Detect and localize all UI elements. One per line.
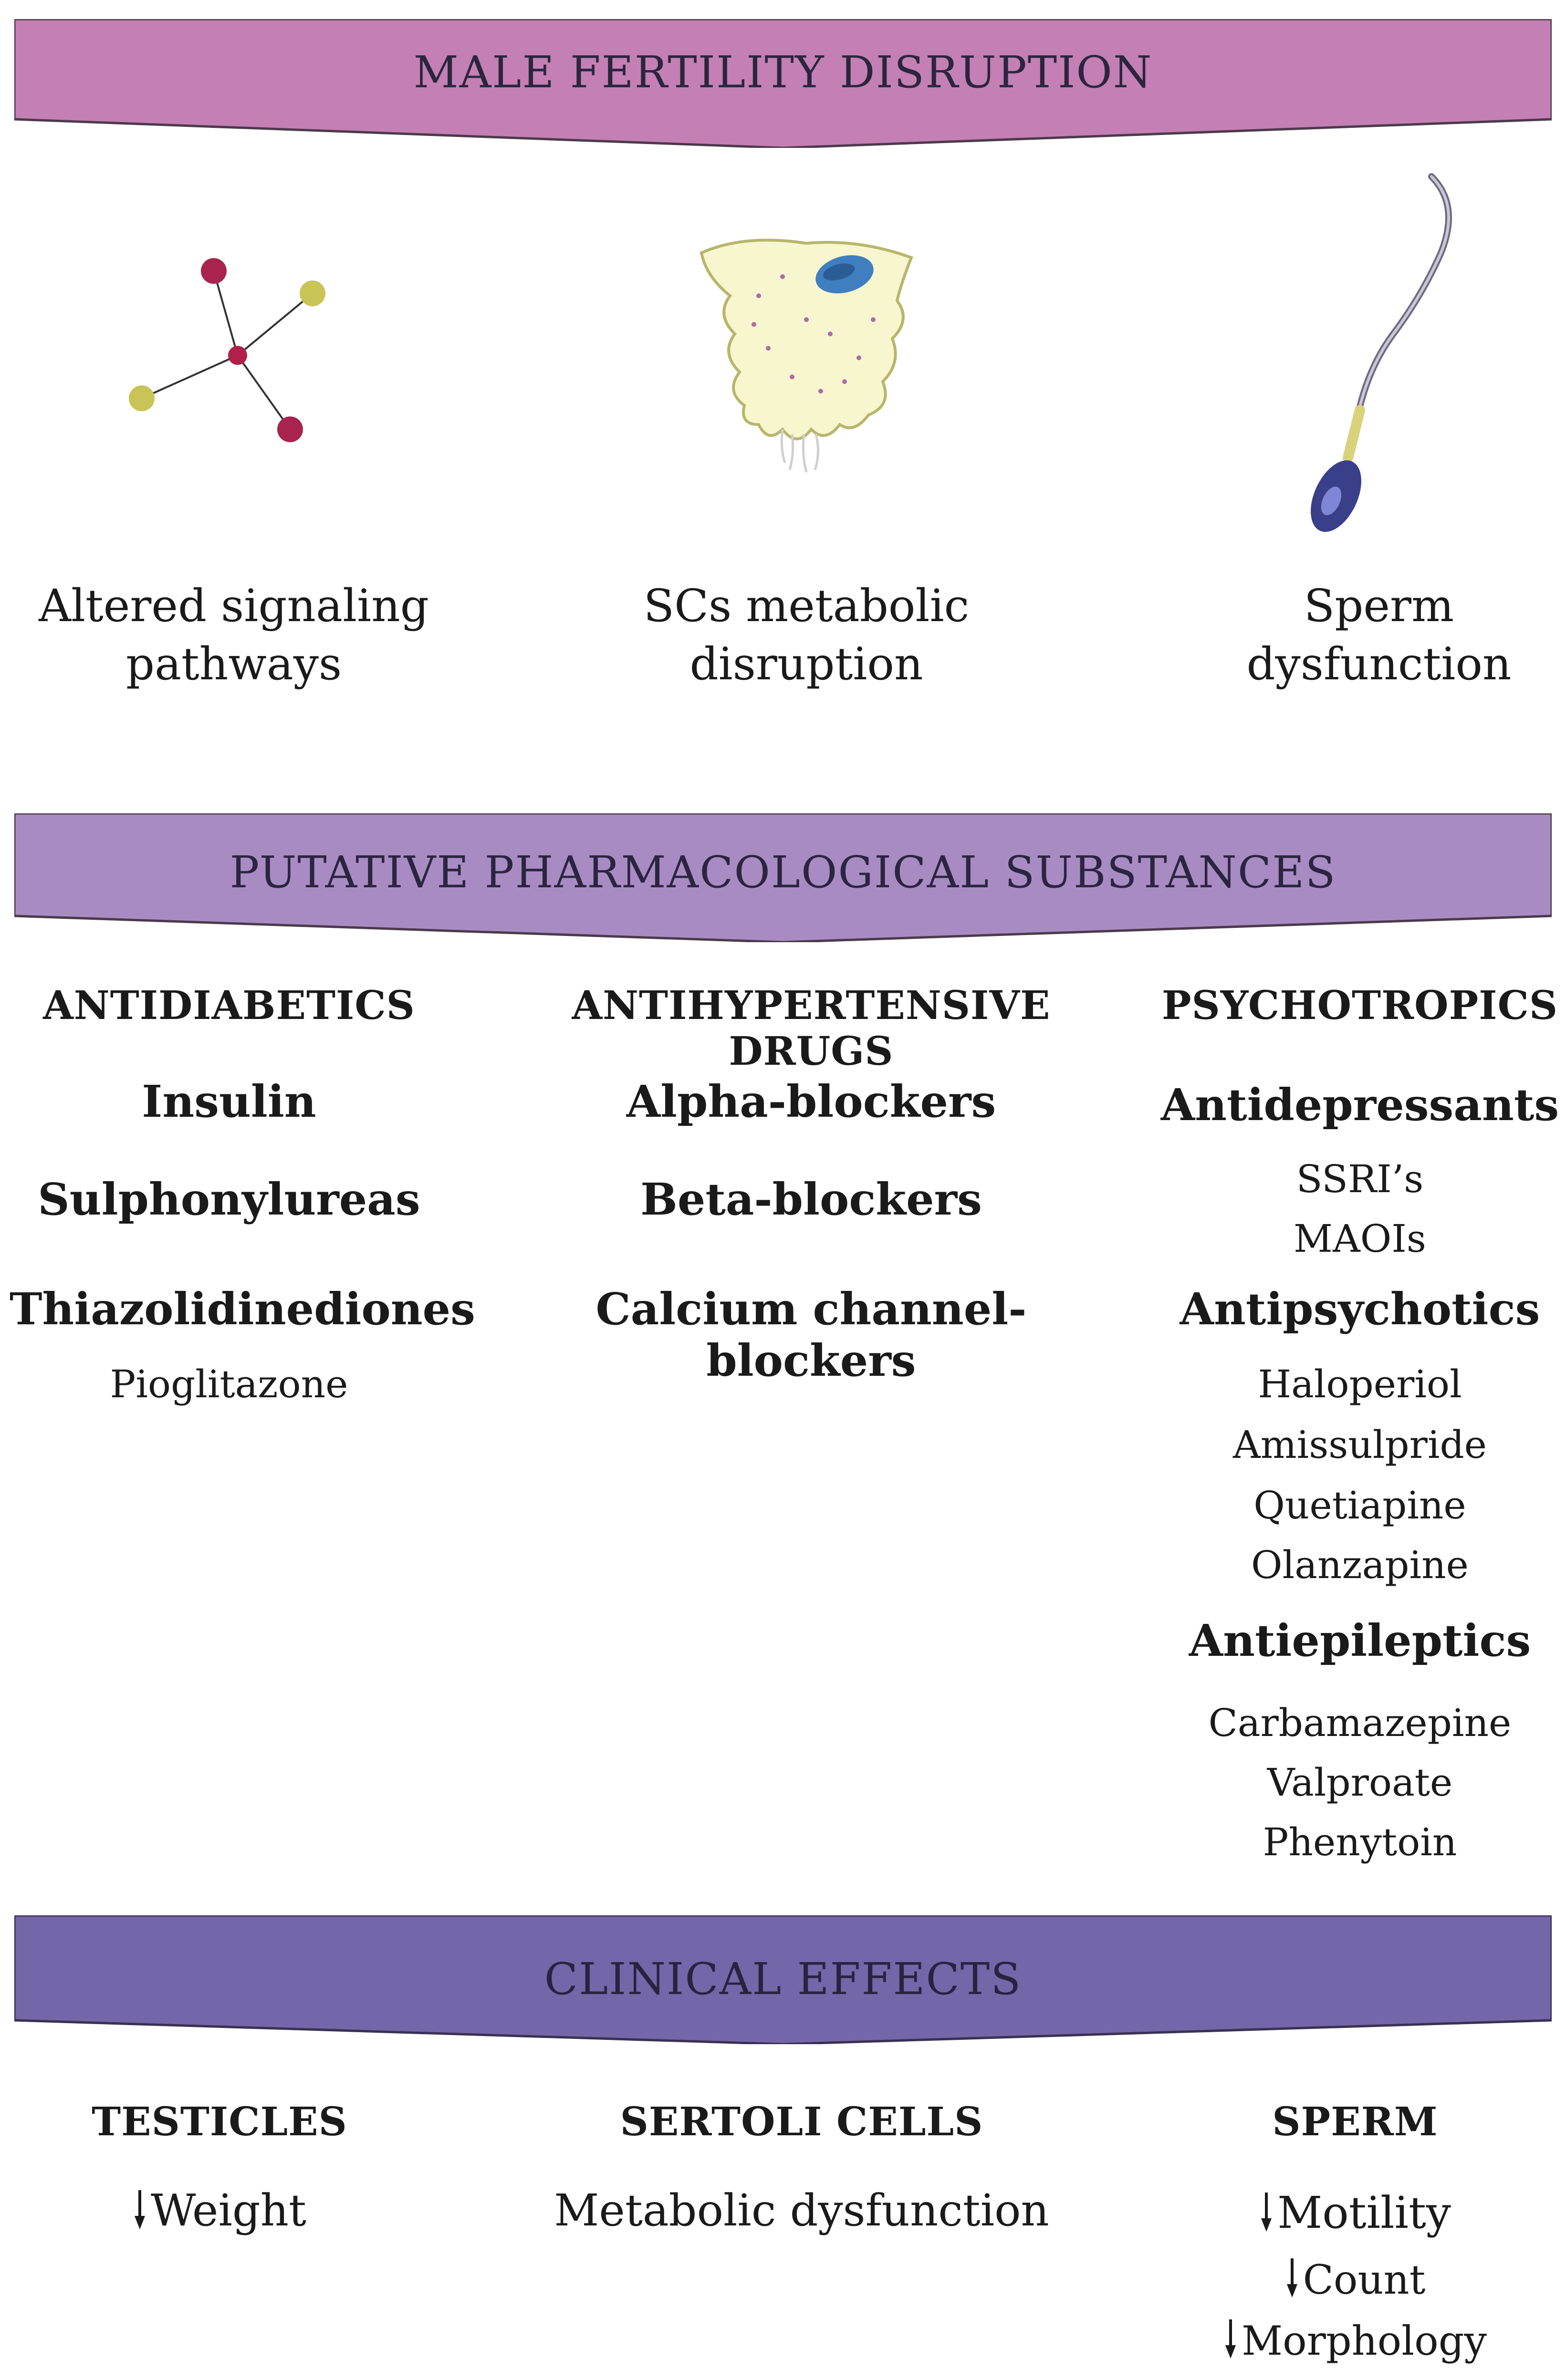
molecule-icon <box>115 243 339 468</box>
antihypertensive-column <box>496 954 1126 1431</box>
drug-name: Pioglitazone <box>110 1362 348 1406</box>
drug-class: Antiepileptics <box>1189 1615 1531 1666</box>
down-arrow-icon <box>1259 2191 1274 2234</box>
drug-name: Valproate <box>1267 1760 1453 1805</box>
drug-class: Beta-blockers <box>640 1174 982 1225</box>
drug-name: Quetiapine <box>1253 1483 1466 1528</box>
sertoli-cell-icon <box>687 224 926 482</box>
caption-line: Sperm <box>1304 580 1454 632</box>
banner-clinical-effects <box>14 1915 1552 2044</box>
effect-label: Count <box>1303 2256 1426 2303</box>
banner-male-fertility-disruption <box>14 19 1552 148</box>
effect-motility <box>1159 2187 1551 2238</box>
drug-name: SSRI’s <box>1296 1157 1424 1201</box>
effect-count <box>1159 2256 1551 2303</box>
effect-title: SERTOLI CELLS <box>620 2099 983 2145</box>
drug-name: Amissulpride <box>1232 1423 1487 1467</box>
caption-line: Altered signaling <box>39 580 429 632</box>
caption-line: dysfunction <box>1246 638 1512 690</box>
effect-title: TESTICLES <box>92 2099 347 2145</box>
effect-label: Motility <box>1277 2187 1451 2238</box>
drug-name: Phenytoin <box>1263 1820 1457 1864</box>
effect-label: Weight <box>150 2185 307 2236</box>
testicles-column <box>10 2066 429 2236</box>
drug-name: Haloperiol <box>1258 1362 1462 1406</box>
category-title: ANTIDIABETICS <box>43 983 415 1029</box>
caption-line: pathways <box>125 638 342 690</box>
sperm-column <box>1159 2066 1551 2376</box>
antidiabetics-column <box>10 954 475 1431</box>
caption-sperm-dysfunction <box>1164 577 1566 694</box>
drug-class: Sulphonylureas <box>38 1174 420 1225</box>
drug-class: Thiazolidinediones <box>10 1283 475 1335</box>
banner-title: PUTATIVE PHARMACOLOGICAL SUBSTANCES <box>230 847 1336 898</box>
sertoli-cells-column <box>515 2066 1088 2236</box>
caption-scs-metabolic <box>592 577 1021 694</box>
effect-metabolic: Metabolic dysfunction <box>554 2185 1049 2236</box>
sperm-cell-icon <box>1269 172 1470 534</box>
drug-name: Carbamazepine <box>1208 1701 1512 1745</box>
drug-name: MAOIs <box>1294 1216 1426 1261</box>
banner-title: MALE FERTILITY DISRUPTION <box>413 47 1153 98</box>
caption-altered-signaling <box>19 577 449 694</box>
drug-class: Calcium channel-blockers <box>595 1283 1027 1386</box>
drug-class: Antipsychotics <box>1180 1283 1540 1335</box>
drug-name: Olanzapine <box>1251 1543 1469 1587</box>
drug-class: Alpha-blockers <box>626 1076 996 1127</box>
psychotropics-column <box>1159 954 1560 1884</box>
drug-class: Insulin <box>142 1076 316 1127</box>
down-arrow-icon <box>133 2188 147 2231</box>
banner-title: CLINICAL EFFECTS <box>544 1954 1022 2005</box>
category-title: PSYCHOTROPICS <box>1161 983 1558 1029</box>
category-title: ANTIHYPERTENSIVE DRUGS <box>572 983 1051 1074</box>
effect-morphology <box>1159 2318 1551 2364</box>
down-arrow-icon <box>1223 2318 1238 2360</box>
effect-title: SPERM <box>1272 2099 1438 2145</box>
effect-label: Morphology <box>1242 2318 1487 2364</box>
down-arrow-icon <box>1285 2256 1299 2299</box>
banner-putative-substances <box>14 813 1552 942</box>
caption-line: SCs metabolic <box>643 580 970 632</box>
effect-weight <box>10 2185 429 2236</box>
caption-line: disruption <box>689 638 923 690</box>
drug-class: Antidepressants <box>1160 1079 1559 1131</box>
